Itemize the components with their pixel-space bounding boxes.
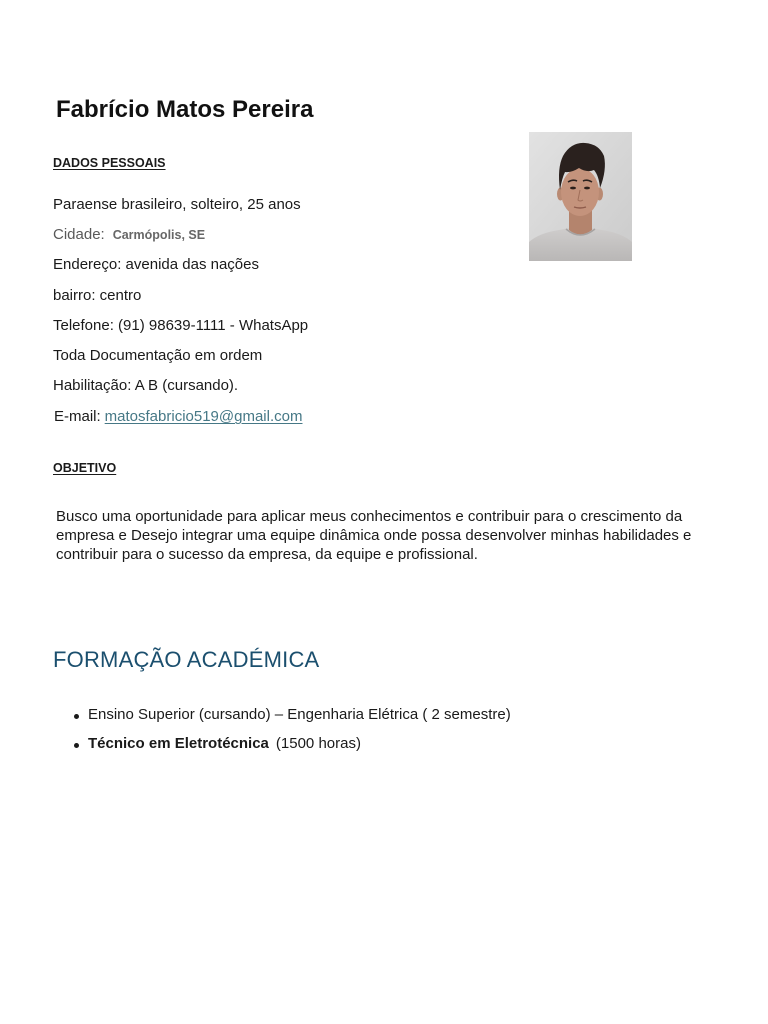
education-item-text: Ensino Superior (cursando) – Engenharia Elétrica ( 2 semestre) [88,706,511,723]
bullet-icon [74,743,79,748]
photo-right-eye [584,187,590,190]
district-line: bairro: centro [53,287,142,304]
education-item [74,735,511,753]
personal-data-heading: DADOS PESSOAIS [53,156,166,170]
objective-paragraph [56,507,691,564]
license-line: Habilitação: A B (cursando). [53,377,239,394]
phone-line: Telefone: (91) 98639-1111 - WhatsApp [53,317,309,334]
education-heading: FORMAÇÃO ACADÉMICA [53,647,320,672]
profile-photo-image [529,132,632,261]
city-row [53,226,205,244]
city-value: Carmópolis, SE [112,228,206,242]
education-item-title: Técnico em Eletrotécnica [88,735,269,752]
objective-heading: OBJETIVO [53,461,117,475]
candidate-name: Fabrício Matos Pereira [56,96,314,123]
education-item-text: (1500 horas) [275,735,361,752]
personal-summary: Paraense brasileiro, solteiro, 25 anos [53,196,301,213]
documents-line: Toda Documentação em ordem [53,347,263,364]
email-label: E-mail: [54,408,101,425]
objective-line: contribuir para o sucesso da empresa, da equipe e profissional. [56,546,478,563]
objective-line: Busco uma oportunidade para aplicar meus conhecimentos e contribuir para o crescimento da [56,508,683,525]
email-link[interactable]: matosfabricio519@gmail.com [104,408,303,425]
photo-left-eye [570,187,576,190]
address-line: Endereço: avenida das nações [53,256,259,273]
city-label: Cidade: [53,226,105,243]
education-list [74,706,511,764]
email-row [54,408,302,426]
profile-photo [529,132,632,261]
objective-line: empresa e Desejo integrar uma equipe dinâmica onde possa desenvolver minhas habilidades e [56,527,692,544]
education-item [74,706,511,724]
bullet-icon [74,714,79,719]
